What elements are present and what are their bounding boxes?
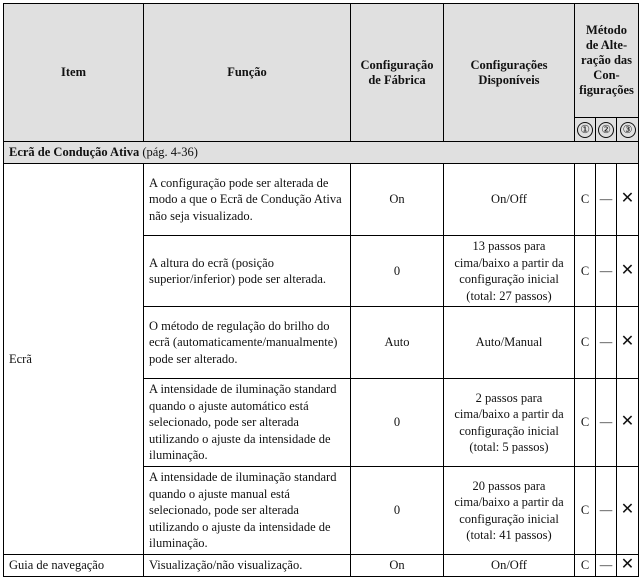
- item-cell-guia: Guia de navegação: [4, 555, 144, 577]
- available-cell: 2 passos para cima/baixo a partir da configuração inicial (total: 5 passos): [444, 379, 575, 467]
- method-3-cell: ✕: [617, 164, 639, 236]
- method-1-number: ①: [577, 122, 593, 138]
- method-1-header: [575, 118, 596, 142]
- available-cell: On/Off: [444, 555, 575, 577]
- method-1-cell: C: [575, 467, 596, 555]
- factory-cell: On: [351, 164, 444, 236]
- section-page-ref: (pág. 4-36): [142, 145, 198, 160]
- available-cell: 13 passos para cima/baixo a partir da configuração inicial (total: 27 passos): [444, 236, 575, 307]
- factory-cell: 0: [351, 379, 444, 467]
- function-cell: A altura do ecrã (posição superior/inferior) pode ser alterada.: [144, 236, 351, 307]
- method-2-cell: —: [596, 555, 617, 577]
- item-cell-ecra: Ecrã: [4, 164, 144, 555]
- function-cell: A intensidade de iluminação standard quando o ajuste automático está selecionado, pode ser alterada utilizando o ajuste da intensidade de iluminação.: [144, 379, 351, 467]
- factory-cell: Auto: [351, 307, 444, 379]
- factory-cell: On: [351, 555, 444, 577]
- header-row: [4, 4, 639, 118]
- available-cell: 20 passos para cima/baixo a partir da configuração inicial (total: 41 passos): [444, 467, 575, 555]
- section-title-text: Ecrã de Condução Ativa: [9, 145, 140, 160]
- available-cell: On/Off: [444, 164, 575, 236]
- settings-table: [3, 3, 639, 577]
- section-row: [4, 142, 639, 164]
- method-2-number: ②: [598, 122, 614, 138]
- factory-cell: 0: [351, 236, 444, 307]
- method-3-cell: ✕: [617, 467, 639, 555]
- method-2-header: [596, 118, 617, 142]
- function-cell: O método de regulação do brilho do ecrã (automaticamente/manualmente) pode ser alterado.: [144, 307, 351, 379]
- method-3-header: [617, 118, 639, 142]
- method-1-cell: C: [575, 307, 596, 379]
- function-cell: Visualização/não visualização.: [144, 555, 351, 577]
- method-2-cell: —: [596, 307, 617, 379]
- function-cell: A intensidade de iluminação standard quando o ajuste manual está selecionado, pode ser alterada utilizando o ajuste da intensidade de iluminação.: [144, 467, 351, 555]
- header-available-settings: Configurações Disponíveis: [444, 4, 575, 142]
- header-item: Item: [4, 4, 144, 142]
- method-1-cell: C: [575, 379, 596, 467]
- method-2-cell: —: [596, 164, 617, 236]
- method-2-cell: —: [596, 379, 617, 467]
- table-row: [4, 164, 639, 236]
- method-3-cell: ✕: [617, 307, 639, 379]
- method-1-cell: C: [575, 164, 596, 236]
- method-3-cell: ✕: [617, 379, 639, 467]
- method-2-cell: —: [596, 236, 617, 307]
- method-3-cell: ✕: [617, 555, 639, 577]
- section-title: [4, 142, 639, 164]
- header-factory-settings: Configuração de Fábrica: [351, 4, 444, 142]
- method-1-cell: C: [575, 236, 596, 307]
- method-3-number: ③: [620, 122, 636, 138]
- function-cell: A configuração pode ser alterada de modo a que o Ecrã de Condução Ativa não seja visualizado.: [144, 164, 351, 236]
- header-function: Função: [144, 4, 351, 142]
- factory-cell: 0: [351, 467, 444, 555]
- method-1-cell: C: [575, 555, 596, 577]
- available-cell: Auto/Manual: [444, 307, 575, 379]
- table-row: [4, 555, 639, 577]
- method-3-cell: ✕: [617, 236, 639, 307]
- method-2-cell: —: [596, 467, 617, 555]
- header-change-method: Método de Alteração das Configurações: [575, 4, 639, 118]
